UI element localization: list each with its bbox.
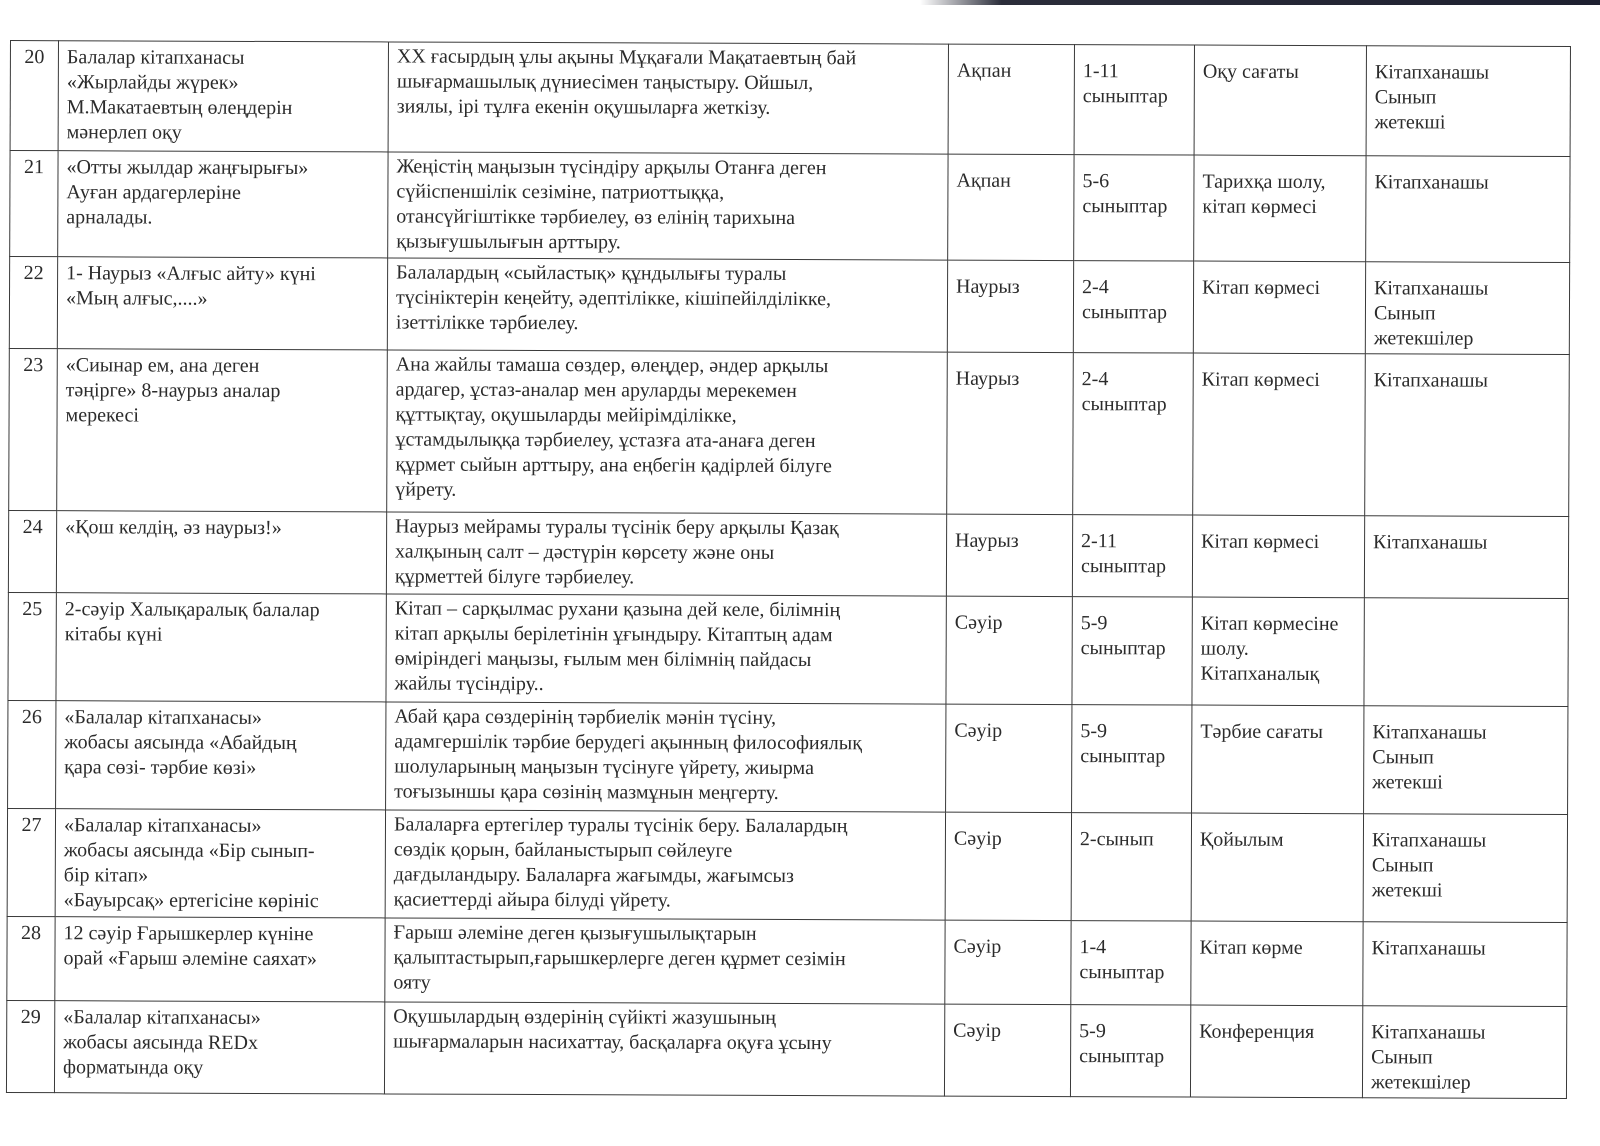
table-row xyxy=(7,916,1567,1006)
event-title: 12 сәуір Ғарышкерлер күніне орай «Ғарыш әлеміне саяхат» xyxy=(55,917,385,1002)
event-description: Ғарыш әлеміне деген қызығушылықтарын қалыптастырып,ғарышкерлерге деген құрмет сезімін ояту xyxy=(385,918,945,1004)
event-month: Наурыз xyxy=(947,260,1073,352)
event-title: Балалар кітапханасы «Жырлайды жүрек» М.Макатаевтың өлеңдерін мәнерлеп оқу xyxy=(58,41,388,152)
event-form: Кітап көрмесіне шолу. Кітапханалық xyxy=(1192,597,1364,706)
event-title: 1- Наурыз «Алғыс айту» күні «Мың алғыс,....» xyxy=(57,257,387,350)
event-description: Оқушылардың өздерінің сүйікті жазушының шығармаларын насихаттау, басқаларға оқуға ұсыну xyxy=(384,1002,944,1096)
event-description: XX ғасырдың ұлы ақыны Мұқағали Мақатаевтың бай шығармашылық дүниесімен таңыстыру. Ойшыл, зиялы, ірі тұлға екенін оқушыларға жеткізу. xyxy=(388,42,948,154)
event-grades: 2-11 сыныптар xyxy=(1072,515,1192,597)
table-row xyxy=(10,151,1570,263)
event-form: Кітап көрмесі xyxy=(1193,261,1365,354)
event-responsible: Кітапханашы xyxy=(1363,922,1567,1007)
event-month: Ақпан xyxy=(948,154,1074,260)
row-number: 26 xyxy=(8,700,56,808)
event-plan-table xyxy=(6,40,1571,1099)
table-row xyxy=(8,510,1568,598)
event-title: «Балалар кітапханасы» жобасы аясында «Бір сынып- бір кітап» «Бауырсақ» ертегісіне көрініс xyxy=(55,809,385,918)
table-row xyxy=(10,41,1570,157)
event-responsible: Кітапханашы Сынып жетекші xyxy=(1363,814,1567,923)
event-title: «Балалар кітапханасы» жобасы аясында REDx форматында оқу xyxy=(54,1001,384,1094)
event-grades: 2-сынып xyxy=(1071,813,1191,921)
scan-dark-edge xyxy=(920,0,1600,5)
event-grades: 1-4 сыныптар xyxy=(1071,921,1191,1005)
row-number: 24 xyxy=(8,510,56,592)
table-row xyxy=(9,257,1569,355)
event-responsible xyxy=(1364,598,1568,707)
event-month: Ақпан xyxy=(948,44,1074,154)
event-responsible: Кітапханашы Сынып жетекшілер xyxy=(1365,262,1569,355)
event-grades: 2-4 сыныптар xyxy=(1073,261,1193,353)
event-form: Кітап көрмесі xyxy=(1192,515,1364,598)
event-description: Балаларға ертегілер туралы түсінік беру. Балалардың сөздік қорын, байланыстырып сөйлеуге дағдыландыру. Балаларға жағымды, жағымсыз қасиеттерді айыра білуді үйрету. xyxy=(385,810,945,920)
table-row xyxy=(9,348,1570,516)
event-grades: 5-9 сыныптар xyxy=(1072,705,1192,813)
event-title: «Отты жылдар жаңғырығы» Ауған ардагерлеріне арналады. xyxy=(58,151,388,258)
event-form: Тарихқа шолу, кітап көрмесі xyxy=(1194,155,1366,262)
event-month: Наурыз xyxy=(947,352,1074,514)
row-number: 29 xyxy=(6,1000,54,1092)
event-title: «Сиынар ем, ана деген тәңірге» 8-наурыз аналар мерекесі xyxy=(57,349,388,512)
event-responsible: Кітапханашы xyxy=(1365,354,1570,517)
event-form: Кітап көрмесі xyxy=(1193,353,1366,516)
event-form: Қойылым xyxy=(1191,813,1363,922)
event-month: Сәуір xyxy=(945,812,1071,920)
row-number: 27 xyxy=(7,808,55,916)
event-description: Ана жайлы тамаша сөздер, өлеңдер, әндер арқылы ардагер, ұстаз-аналар мен аруларды мерекемен құттықтау, оқушыларды мейірімділікке, ұстамдылыққа тәрбиелеу, ұстазға ата-анаға деген құрмет сыйын арттыру, ана еңбегін қадірлей білуге үйрету. xyxy=(387,350,948,514)
event-responsible: Кітапханашы Сынып жетекші xyxy=(1364,706,1568,815)
event-responsible: Кітапханашы Сынып жетекші xyxy=(1366,46,1570,157)
event-form: Конференция xyxy=(1190,1005,1362,1098)
event-month: Наурыз xyxy=(946,514,1072,596)
event-form: Кітап көрме xyxy=(1191,921,1363,1006)
row-number: 23 xyxy=(9,348,58,510)
table-row xyxy=(8,700,1568,814)
event-description: Абай қара сөздерінің тәрбиелік мәнін түсіну, адамгершілік тәрбие берудегі ақынның философиялық шолуларының маңызын түсінуге үйрету, жиырма тоғызыншы қара сөзінің мазмұнын меңгерту. xyxy=(386,702,946,812)
event-month: Сәуір xyxy=(946,596,1072,704)
event-grades: 5-9 сыныптар xyxy=(1070,1005,1190,1097)
event-description: Кітап – сарқылмас рухани қазына дей келе, білімнің кітап арқылы берілетінін ұғындыру. Кітаптың адам өміріндегі маңызы, ғылым мен білімнің пайдасы жайлы түсіндіру.. xyxy=(386,594,946,704)
event-month: Сәуір xyxy=(944,1004,1070,1096)
table-row xyxy=(6,1000,1566,1098)
event-grades: 2-4 сыныптар xyxy=(1073,353,1194,515)
row-number: 28 xyxy=(7,916,55,1000)
event-description: Жеңістің маңызын түсіндіру арқылы Отанға деген сүйіспеншілік сезіміне, патриоттыққа, отансүйгіштікке тәрбиелеу, өз елінің тарихына қызығушылығын арттыру. xyxy=(388,152,948,260)
event-title: «Балалар кітапханасы» жобасы аясында «Абайдың қара сөзі- тәрбие көзі» xyxy=(56,701,386,810)
event-description: Наурыз мейрамы туралы түсінік беру арқылы Қазақ халқының салт – дәстүрін көрсету және оны құрметтей білуге тәрбиелеу. xyxy=(386,512,946,596)
event-title: «Қош келдің, әз наурыз!» xyxy=(56,511,386,594)
row-number: 22 xyxy=(9,257,57,349)
row-number: 25 xyxy=(8,592,56,700)
document-page xyxy=(10,40,1570,1095)
event-title: 2-сәуір Халықаралық балалар кітабы күні xyxy=(56,593,386,702)
event-responsible: Кітапханашы xyxy=(1366,156,1570,263)
event-responsible: Кітапханашы xyxy=(1364,516,1568,599)
event-grades: 5-9 сыныптар xyxy=(1072,597,1192,705)
event-month: Сәуір xyxy=(946,704,1072,812)
event-form: Тәрбие сағаты xyxy=(1192,705,1364,814)
event-responsible: Кітапханашы Сынып жетекшілер xyxy=(1362,1006,1566,1099)
event-form: Оқу сағаты xyxy=(1194,45,1366,156)
event-grades: 1-11 сыныптар xyxy=(1074,45,1194,155)
event-grades: 5-6 сыныптар xyxy=(1074,155,1194,261)
row-number: 20 xyxy=(10,41,58,151)
table-row xyxy=(7,808,1567,922)
table-row xyxy=(8,592,1568,706)
row-number: 21 xyxy=(10,151,58,257)
event-description: Балалардың «сыйластық» құндылығы туралы түсініктерін кеңейту, әдептілікке, кішіпейілділікке, ізеттілікке тәрбиелеу. xyxy=(387,258,947,352)
event-month: Сәуір xyxy=(945,920,1071,1004)
